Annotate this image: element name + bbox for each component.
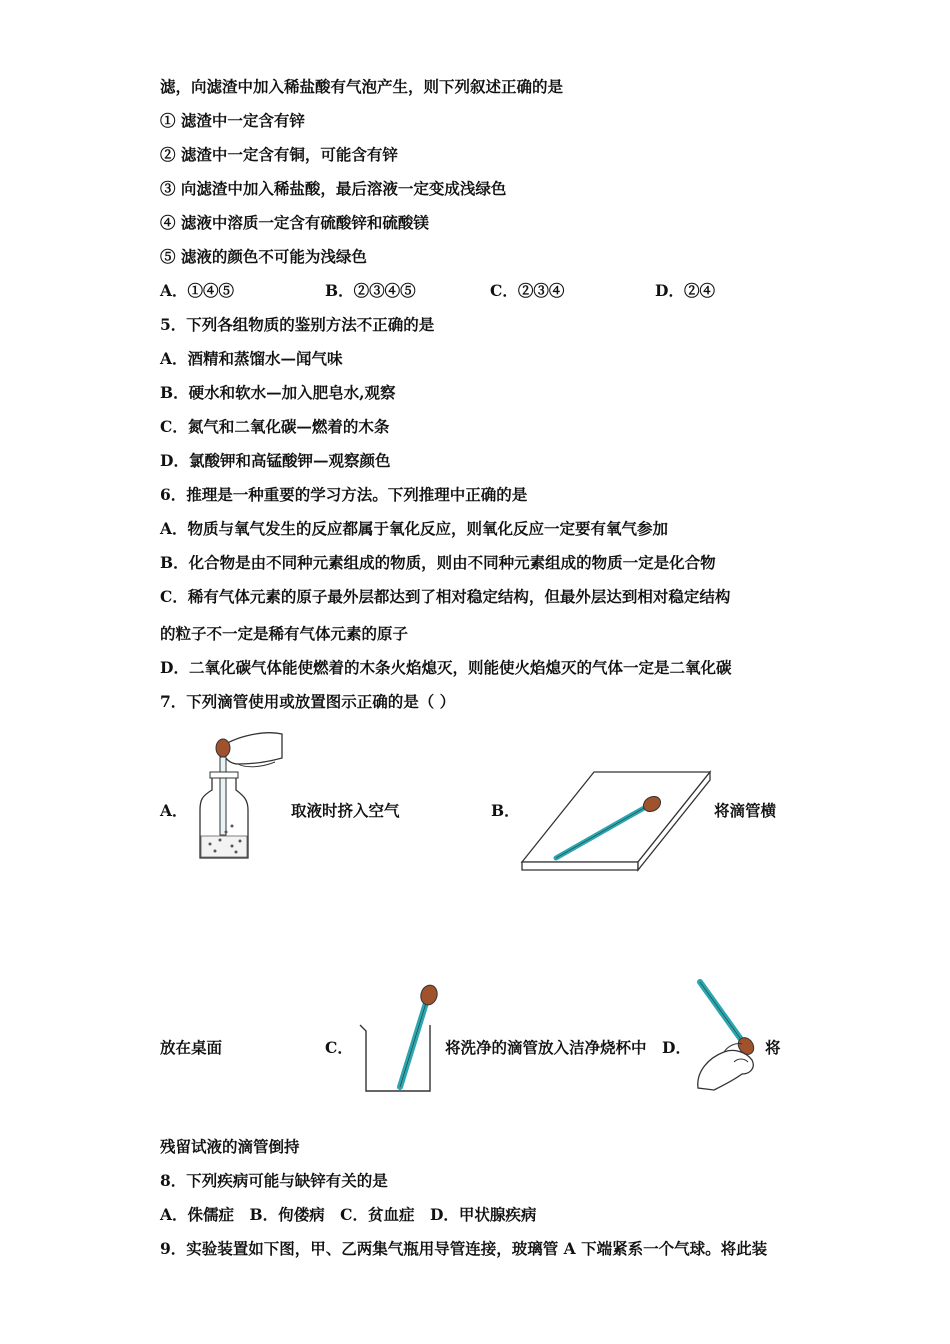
q7-a-letter: A． [160, 801, 188, 820]
q8-options: A．侏儒症 B．佝偻病 C．贫血症 D．甲状腺疾病 [160, 1205, 537, 1224]
dropper-in-bottle-figure [190, 728, 290, 868]
q4-option-d: D．②④ [655, 281, 715, 300]
q6-stem: 6．推理是一种重要的学习方法。下列推理中正确的是 [160, 485, 528, 504]
q7-b-letter: B． [491, 801, 520, 820]
q7-b-text2: 放在桌面 [160, 1038, 223, 1057]
inverted-dropper-figure [694, 976, 764, 1094]
q5-option-b: B．硬水和软水—加入肥皂水,观察 [160, 383, 396, 402]
q8-stem: 8．下列疾病可能与缺锌有关的是 [160, 1171, 388, 1190]
q5-option-d: D．氯酸钾和高锰酸钾—观察颜色 [160, 451, 391, 470]
q4-statement-3: ③ 向滤渣中加入稀盐酸，最后溶液一定变成浅绿色 [160, 179, 507, 198]
q5-stem: 5．下列各组物质的鉴别方法不正确的是 [160, 315, 435, 334]
q5-option-c: C．氮气和二氧化碳—燃着的木条 [160, 417, 390, 436]
q4-option-a: A．①④⑤ [160, 281, 235, 300]
q4-statement-1: ① 滤渣中一定含有锌 [160, 111, 305, 130]
q4-statement-4: ④ 滤液中溶质一定含有硫酸锌和硫酸镁 [160, 213, 429, 232]
q7-b-text1: 将滴管横 [714, 801, 777, 820]
q7-d-letter: D． [662, 1038, 691, 1057]
q6-option-d: D．二氧化碳气体能使燃着的木条火焰熄灭，则能使火焰熄灭的气体一定是二氧化碳 [160, 658, 732, 677]
q6-option-a: A．物质与氧气发生的反应都属于氧化反应，则氧化反应一定要有氧气参加 [160, 519, 669, 538]
q7-a-text: 取液时挤入空气 [291, 801, 400, 820]
q4-option-c: C．②③④ [490, 281, 565, 300]
q4-option-b: B．②③④⑤ [325, 281, 416, 300]
q6-option-b: B．化合物是由不同种元素组成的物质，则由不同种元素组成的物质一定是化合物 [160, 553, 716, 572]
dropper-in-beaker-figure [356, 985, 442, 1095]
q7-d-text1: 将 [765, 1038, 781, 1057]
q7-c-text: 将洗净的滴管放入洁净烧杯中 [445, 1038, 647, 1057]
q5-option-a: A．酒精和蒸馏水—闻气味 [160, 349, 343, 368]
dropper-on-table-figure [522, 768, 712, 872]
q4-statement-2: ② 滤渣中一定含有铜，可能含有锌 [160, 145, 398, 164]
q7-d-text2: 残留试液的滴管倒持 [160, 1137, 300, 1156]
q6-option-c-line1: C．稀有气体元素的原子最外层都达到了相对稳定结构，但最外层达到相对稳定结构 [160, 587, 731, 606]
q4-stem: 滤，向滤渣中加入稀盐酸有气泡产生，则下列叙述正确的是 [160, 77, 564, 96]
q4-statement-5: ⑤ 滤液的颜色不可能为浅绿色 [160, 247, 367, 266]
q6-option-c-line2: 的粒子不一定是稀有气体元素的原子 [160, 624, 409, 643]
q9-stem: 9．实验装置如下图，甲、乙两集气瓶用导管连接，玻璃管 A 下端紧系一个气球。将此装 [160, 1239, 768, 1258]
q7-c-letter: C． [325, 1038, 353, 1057]
q7-stem: 7．下列滴管使用或放置图示正确的是（ ） [160, 692, 456, 711]
